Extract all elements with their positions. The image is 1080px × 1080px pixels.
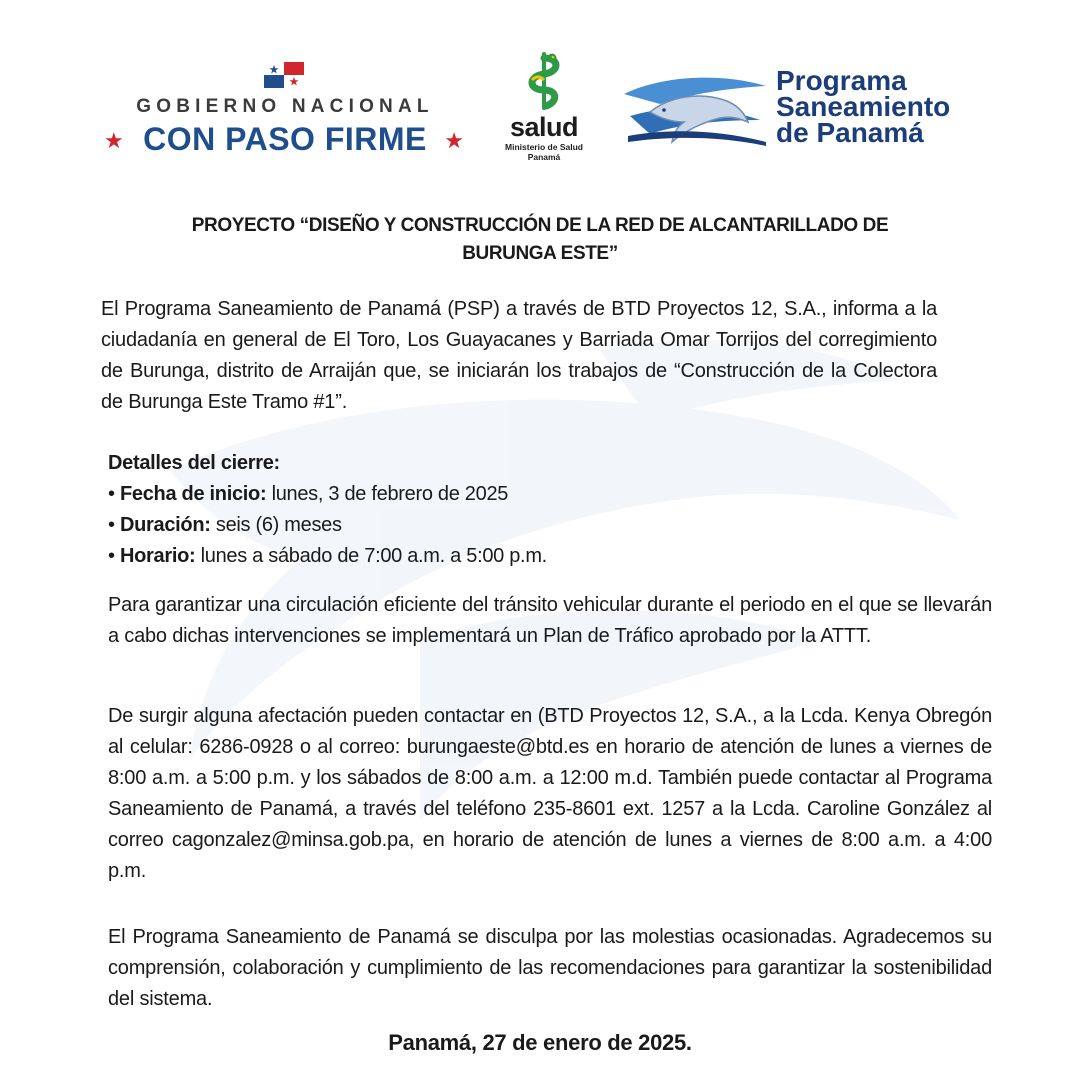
salud-text: salud <box>509 112 579 142</box>
star-icon: ★ <box>444 128 464 153</box>
psp-line: de Panamá <box>776 117 924 148</box>
traffic-paragraph: Para garantizar una circulación eficiente del tránsito vehicular durante el periodo en el que se llevarán a cabo dichas intervenciones se implementará un Plan de Tráfico aprobado por la ATTT. <box>108 594 992 647</box>
psp-line: Programa <box>776 65 907 96</box>
detail-label: Horario: <box>119 545 196 567</box>
psp-name <box>776 65 986 148</box>
ministerio-text <box>492 142 596 162</box>
contact-paragraph: De surgir alguna afectación pueden contactar en (BTD Proyectos 12, S.A., a la Lcda. Kenya Obregón al celular: 6286-0928 o al correo: burungaeste@btd.es en horario de atención de lunes a viernes de 8:00 a.m. a 5:00 p.m. y los sábados de 8:00 a.m. a 12:00 m.d. También puede contactar al Programa Saneamiento de Panamá, a través del teléfono 235-8601 ext. 1257 a la Lcda. Caroline González al correo cagonzalez@minsa.gob.pa, en horario de atención de lunes a viernes de 8:00 a.m. a 4:00 p.m. <box>108 705 992 882</box>
star-icon: ★ <box>104 128 124 153</box>
intro-paragraph: El Programa Saneamiento de Panamá (PSP) a través de BTD Proyectos 12, S.A., informa a la ciudadanía en general de El Toro, Los Guayacanes y Barriada Omar Torrijos del corregimiento de Burunga, distrito de Arraiján que, se iniciarán los trabajos de “Construcción de la Colectora de Burunga Este Tramo #1”. <box>101 298 937 413</box>
panama-flag-icon <box>264 62 304 88</box>
detail-item: • Fecha de inicio: lunes, 3 de febrero de 2025 <box>108 483 509 505</box>
document-title <box>100 212 980 268</box>
closing-paragraph: El Programa Saneamiento de Panamá se disculpa por las molestias ocasionadas. Agradecemos su comprensión, colaboración y cumplimiento de las recomendaciones para garantizar la sostenibilidad del sistema. <box>108 926 992 1010</box>
minsa-logo <box>492 50 596 166</box>
detail-item: • Horario: lunes a sábado de 7:00 a.m. a 5:00 p.m. <box>108 545 547 567</box>
ministerio-line: Ministerio de Salud <box>505 142 583 152</box>
detail-value: seis (6) meses <box>210 514 342 536</box>
document-date: Panamá, 27 de enero de 2025. <box>388 1030 692 1055</box>
detail-value: lunes, 3 de febrero de 2025 <box>266 483 509 505</box>
detail-item: • Duración: seis (6) meses <box>108 514 342 536</box>
closure-details <box>108 448 978 572</box>
detail-label: Fecha de inicio: <box>119 483 267 505</box>
details-heading: Detalles del cierre: <box>108 452 280 474</box>
psp-line: Saneamiento <box>776 91 951 122</box>
title-line: PROYECTO “DISEÑO Y CONSTRUCCIÓN DE LA RED DE ALCANTARILLADO DE <box>191 215 889 236</box>
caduceus-icon <box>522 50 566 112</box>
title-line: BURUNGA ESTE” <box>462 243 618 264</box>
detail-value: lunes a sábado de 7:00 a.m. a 5:00 p.m. <box>195 545 547 567</box>
con-paso-firme-text: CON PASO FIRME <box>143 121 427 157</box>
panama-line: Panamá <box>527 152 561 162</box>
gobierno-nacional-logo <box>104 58 466 162</box>
detail-label: Duración: <box>119 514 211 536</box>
gobierno-nacional-text: GOBIERNO NACIONAL <box>136 96 434 117</box>
dolphin-icon <box>620 66 770 150</box>
psp-logo <box>620 62 980 152</box>
